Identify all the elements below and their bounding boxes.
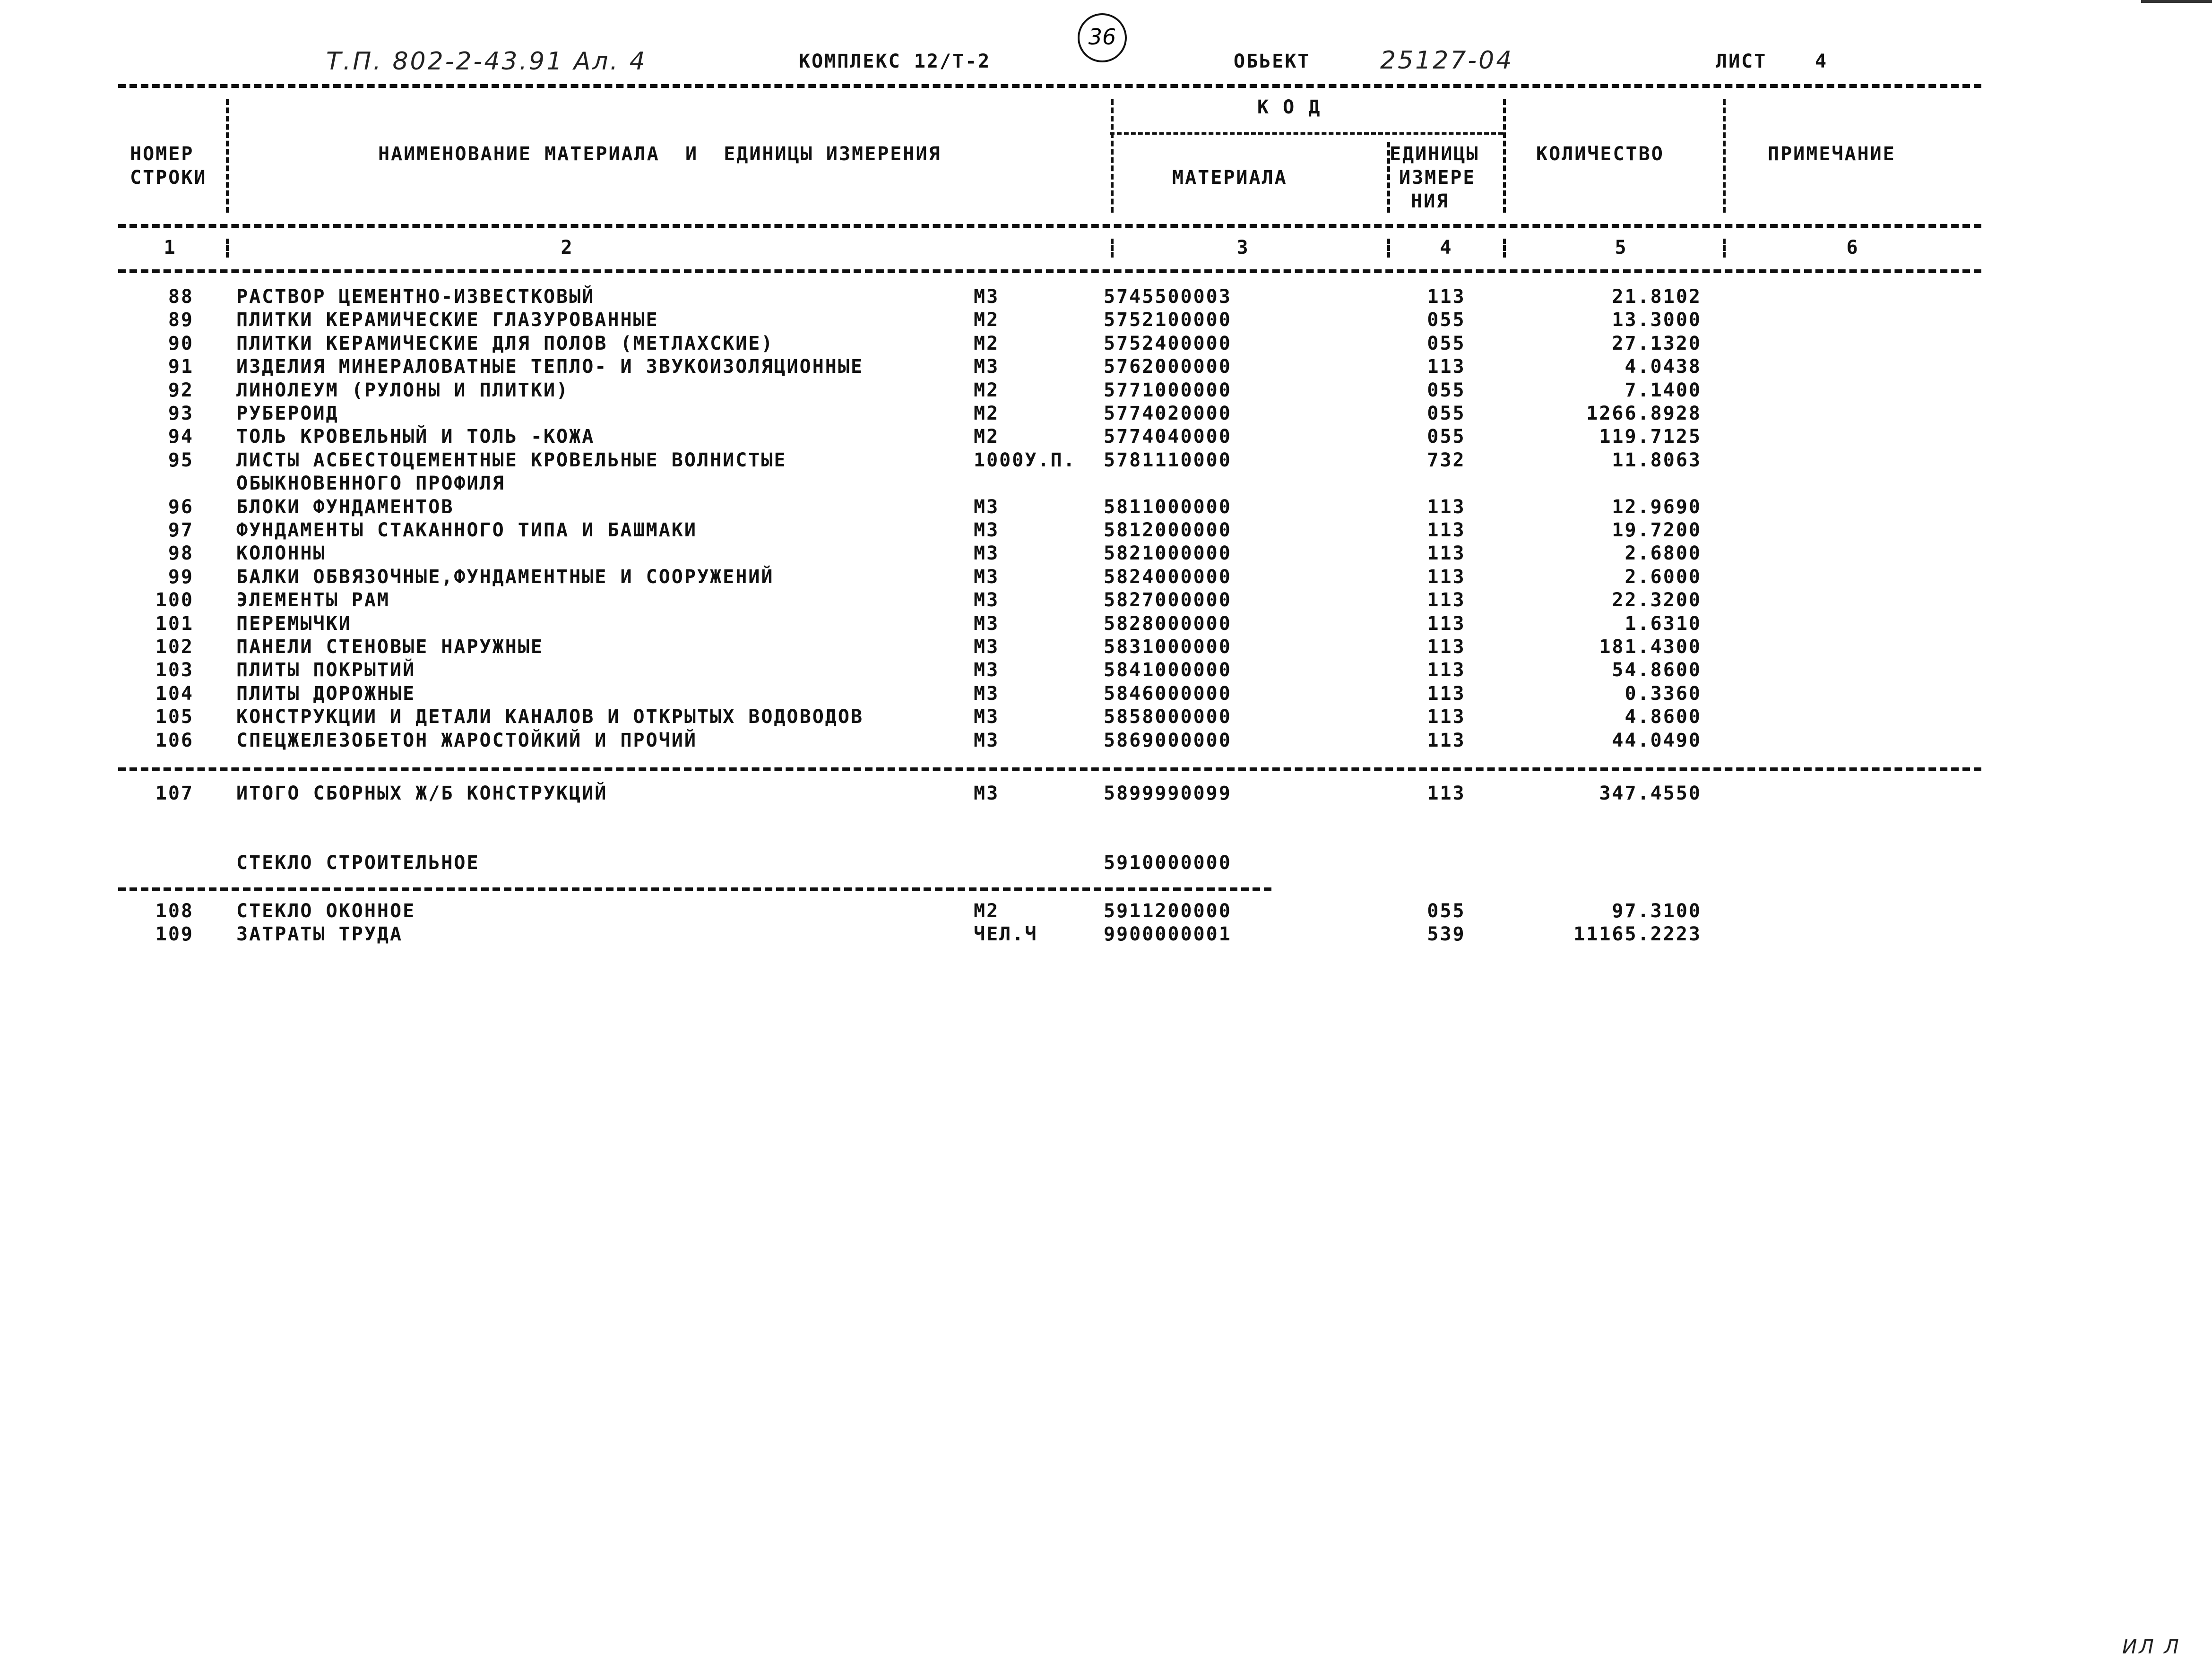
unit-code: 113	[1427, 659, 1466, 681]
total-row-quantity: 347.4550	[1599, 783, 1702, 804]
unit-of-measure: М3	[974, 682, 1000, 705]
col-number-2: 2	[561, 237, 574, 258]
quantity: 13.3000	[1612, 309, 1702, 331]
unit-of-measure: М3	[974, 706, 1000, 728]
material-code: 5824000000	[1104, 566, 1232, 588]
header-divider	[1111, 239, 1114, 258]
col-number-3: 3	[1236, 237, 1250, 258]
row-number: 93	[168, 403, 194, 424]
unit-code: 113	[1427, 589, 1466, 611]
total-row-code: 5899990099	[1104, 783, 1232, 804]
rule-numbers-bottom	[118, 269, 1981, 273]
header-divider	[1503, 99, 1506, 213]
sheet-label: ЛИСТ	[1716, 51, 1767, 72]
unit-code: 113	[1427, 496, 1466, 518]
unit-of-measure: М2	[974, 403, 1000, 424]
material-code: 5828000000	[1104, 612, 1232, 635]
row-number: 102	[155, 636, 194, 658]
quantity: 44.0490	[1612, 729, 1702, 751]
quantity: 1.6310	[1624, 612, 1702, 635]
material-code: 5821000000	[1104, 542, 1232, 565]
header-divider	[1387, 142, 1390, 213]
row-number: 105	[155, 706, 194, 728]
quantity: 27.1320	[1612, 332, 1702, 354]
material-name: РАСТВОР ЦЕМЕНТНО-ИЗВЕСТКОВЫЙ	[236, 286, 595, 308]
page-stamp: 36	[1078, 13, 1127, 62]
unit-of-measure: М2	[974, 332, 1000, 354]
material-code: 5774040000	[1104, 426, 1232, 448]
rule-header-bottom	[118, 224, 1981, 228]
row-number: 101	[155, 612, 194, 635]
material-name: БЛОКИ ФУНДАМЕНТОВ	[236, 496, 454, 518]
row-number: 106	[155, 729, 194, 751]
header-divider	[226, 239, 229, 258]
unit-code: 113	[1427, 356, 1466, 378]
material-name: КОЛОННЫ	[236, 542, 326, 565]
quantity: 0.3360	[1624, 682, 1702, 705]
row-number: 108	[155, 900, 194, 922]
unit-of-measure: М3	[974, 519, 1000, 541]
col-note-header: ПРИМЕЧАНИЕ	[1768, 143, 1896, 165]
col-code-header: К О Д	[1257, 96, 1322, 118]
unit-of-measure: М3	[974, 496, 1000, 518]
unit-code: 113	[1427, 682, 1466, 705]
material-code: 5812000000	[1104, 519, 1232, 541]
unit-of-measure: ЧЕЛ.Ч	[974, 923, 1038, 946]
row-number: 92	[168, 379, 194, 401]
material-name: ЭЛЕМЕНТЫ РАМ	[236, 589, 390, 611]
material-name: ПЛИТКИ КЕРАМИЧЕСКИЕ ГЛАЗУРОВАННЫЕ	[236, 309, 659, 331]
col-number-5: 5	[1615, 237, 1628, 258]
unit-code: 113	[1427, 286, 1466, 308]
row-number: 97	[168, 519, 194, 541]
quantity: 7.1400	[1624, 379, 1702, 401]
col-name-header: НАИМЕНОВАНИЕ МАТЕРИАЛА И ЕДИНИЦЫ ИЗМЕРЕНИЯ	[378, 143, 942, 165]
header-divider	[1723, 99, 1726, 213]
quantity: 97.3100	[1612, 900, 1702, 922]
quantity: 11.8063	[1612, 449, 1702, 471]
row-number: 89	[168, 309, 194, 331]
header-divider	[1387, 239, 1390, 258]
row-number: 100	[155, 589, 194, 611]
unit-of-measure: М3	[974, 612, 1000, 635]
total-row-number: 107	[155, 783, 194, 804]
row-number: 98	[168, 542, 194, 565]
material-code: 5841000000	[1104, 659, 1232, 681]
material-name: СПЕЦЖЕЛЕЗОБЕТОН ЖАРОСТОЙКИЙ И ПРОЧИЙ	[236, 729, 697, 751]
group-name: СТЕКЛО СТРОИТЕЛЬНОЕ	[236, 852, 480, 874]
total-row-unit: М3	[974, 783, 1000, 804]
corner-mark: ИЛ Л	[2122, 1635, 2181, 1658]
unit-code: 113	[1427, 612, 1466, 635]
unit-code: 055	[1427, 403, 1466, 424]
row-number: 91	[168, 356, 194, 378]
material-name-continued: ОБЫКНОВЕННОГО ПРОФИЛЯ	[236, 473, 505, 495]
unit-code: 732	[1427, 449, 1466, 471]
quantity: 1266.8928	[1586, 403, 1702, 424]
row-number: 90	[168, 332, 194, 354]
unit-of-measure: 1000У.П.	[974, 449, 1076, 471]
unit-of-measure: М3	[974, 356, 1000, 378]
unit-of-measure: М2	[974, 426, 1000, 448]
material-code: 5771000000	[1104, 379, 1232, 401]
header-divider	[226, 99, 229, 213]
row-number: 95	[168, 449, 194, 471]
unit-code: 055	[1427, 379, 1466, 401]
unit-of-measure: М2	[974, 309, 1000, 331]
material-name: КОНСТРУКЦИИ И ДЕТАЛИ КАНАЛОВ И ОТКРЫТЫХ ВОДОВОДОВ	[236, 706, 864, 728]
unit-of-measure: М3	[974, 566, 1000, 588]
unit-of-measure: М3	[974, 659, 1000, 681]
col-number-4: 4	[1440, 237, 1453, 258]
edge-mark	[2141, 0, 2212, 3]
material-name: ПЛИТКИ КЕРАМИЧЕСКИЕ ДЛЯ ПОЛОВ (МЕТЛАХСКИЕ)	[236, 332, 774, 354]
material-code: 5752100000	[1104, 309, 1232, 331]
material-name: ЛИСТЫ АСБЕСТОЦЕМЕНТНЫЕ КРОВЕЛЬНЫЕ ВОЛНИСТЫЕ	[236, 449, 787, 471]
unit-code: 113	[1427, 706, 1466, 728]
unit-code: 113	[1427, 729, 1466, 751]
row-number: 104	[155, 682, 194, 705]
quantity: 22.3200	[1612, 589, 1702, 611]
material-name: РУБЕРОИД	[236, 403, 339, 424]
group-code: 5910000000	[1104, 852, 1232, 874]
material-code: 5774020000	[1104, 403, 1232, 424]
quantity: 181.4300	[1599, 636, 1702, 658]
material-code: 5858000000	[1104, 706, 1232, 728]
col-row-no-line2: СТРОКИ	[130, 167, 207, 189]
col-qty-header: КОЛИЧЕСТВО	[1536, 143, 1664, 165]
quantity: 21.8102	[1612, 286, 1702, 308]
total-row-name: ИТОГО СБОРНЫХ Ж/Б КОНСТРУКЦИЙ	[236, 783, 608, 804]
row-number: 99	[168, 566, 194, 588]
col-unit-line1: ЕДИНИЦЫ	[1390, 143, 1479, 165]
rule-group	[118, 887, 1271, 891]
col-unit-line2: ИЗМЕРЕ	[1399, 167, 1476, 189]
header-divider	[1723, 239, 1726, 258]
material-code: 5911200000	[1104, 900, 1232, 922]
material-name: БАЛКИ ОБВЯЗОЧНЫЕ,ФУНДАМЕНТНЫЕ И СООРУЖЕНИЙ	[236, 566, 774, 588]
quantity: 12.9690	[1612, 496, 1702, 518]
material-name: ЛИНОЛЕУМ (РУЛОНЫ И ПЛИТКИ)	[236, 379, 570, 401]
col-material-header: МАТЕРИАЛА	[1172, 167, 1287, 189]
material-name: ПЛИТЫ ДОРОЖНЫЕ	[236, 682, 416, 705]
material-name: ЗАТРАТЫ ТРУДА	[236, 923, 403, 946]
unit-code: 055	[1427, 332, 1466, 354]
material-code: 5869000000	[1104, 729, 1232, 751]
quantity: 4.8600	[1624, 706, 1702, 728]
unit-code: 055	[1427, 309, 1466, 331]
material-code: 5811000000	[1104, 496, 1232, 518]
object-number: 25127-04	[1380, 46, 1514, 75]
unit-of-measure: М3	[974, 729, 1000, 751]
unit-code: 113	[1427, 636, 1466, 658]
unit-of-measure: М3	[974, 636, 1000, 658]
quantity: 54.8600	[1612, 659, 1702, 681]
object-label: ОБЬЕКТ	[1234, 51, 1311, 72]
material-code: 5762000000	[1104, 356, 1232, 378]
unit-of-measure: М3	[974, 589, 1000, 611]
code-subrule	[1110, 132, 1503, 135]
material-code: 5745500003	[1104, 286, 1232, 308]
quantity: 11165.2223	[1573, 923, 1702, 946]
rule-top	[118, 84, 1981, 88]
material-name: ИЗДЕЛИЯ МИНЕРАЛОВАТНЫЕ ТЕПЛО- И ЗВУКОИЗОЛЯЦИОННЫЕ	[236, 356, 864, 378]
quantity: 19.7200	[1612, 519, 1702, 541]
material-code: 5781110000	[1104, 449, 1232, 471]
unit-code: 055	[1427, 900, 1466, 922]
rule-total-top	[118, 767, 1981, 771]
sheet-number: 4	[1815, 51, 1828, 72]
unit-code: 113	[1427, 542, 1466, 565]
material-code: 9900000001	[1104, 923, 1232, 946]
unit-of-measure: М3	[974, 286, 1000, 308]
material-code: 5752400000	[1104, 332, 1232, 354]
header-divider	[1503, 239, 1506, 258]
material-code: 5831000000	[1104, 636, 1232, 658]
material-name: ТОЛЬ КРОВЕЛЬНЫЙ И ТОЛЬ -КОЖА	[236, 426, 595, 448]
quantity: 119.7125	[1599, 426, 1702, 448]
col-unit-line3: НИЯ	[1411, 190, 1450, 212]
unit-code: 113	[1427, 566, 1466, 588]
material-name: ПЕРЕМЫЧКИ	[236, 612, 352, 635]
quantity: 2.6800	[1624, 542, 1702, 565]
row-number: 88	[168, 286, 194, 308]
unit-code: 113	[1427, 519, 1466, 541]
row-number: 94	[168, 426, 194, 448]
row-number: 109	[155, 923, 194, 946]
material-name: ПАНЕЛИ СТЕНОВЫЕ НАРУЖНЫЕ	[236, 636, 544, 658]
document-reference: Т.П. 802-2-43.91 Ал. 4	[326, 47, 647, 76]
quantity: 2.6000	[1624, 566, 1702, 588]
unit-of-measure: М3	[974, 542, 1000, 565]
material-name: ПЛИТЫ ПОКРЫТИЙ	[236, 659, 416, 681]
material-code: 5846000000	[1104, 682, 1232, 705]
quantity: 4.0438	[1624, 356, 1702, 378]
total-row-unit-code: 113	[1427, 783, 1466, 804]
unit-code: 055	[1427, 426, 1466, 448]
col-number-1: 1	[164, 237, 177, 258]
material-code: 5827000000	[1104, 589, 1232, 611]
complex-label: КОМПЛЕКС 12/Т-2	[799, 51, 991, 72]
unit-code: 539	[1427, 923, 1466, 946]
row-number: 96	[168, 496, 194, 518]
material-name: СТЕКЛО ОКОННОЕ	[236, 900, 416, 922]
unit-of-measure: М2	[974, 900, 1000, 922]
material-name: ФУНДАМЕНТЫ СТАКАННОГО ТИПА И БАШМАКИ	[236, 519, 697, 541]
unit-of-measure: М2	[974, 379, 1000, 401]
row-number: 103	[155, 659, 194, 681]
col-row-no-line1: НОМЕР	[130, 143, 194, 165]
header-divider	[1111, 99, 1114, 213]
col-number-6: 6	[1846, 237, 1859, 258]
